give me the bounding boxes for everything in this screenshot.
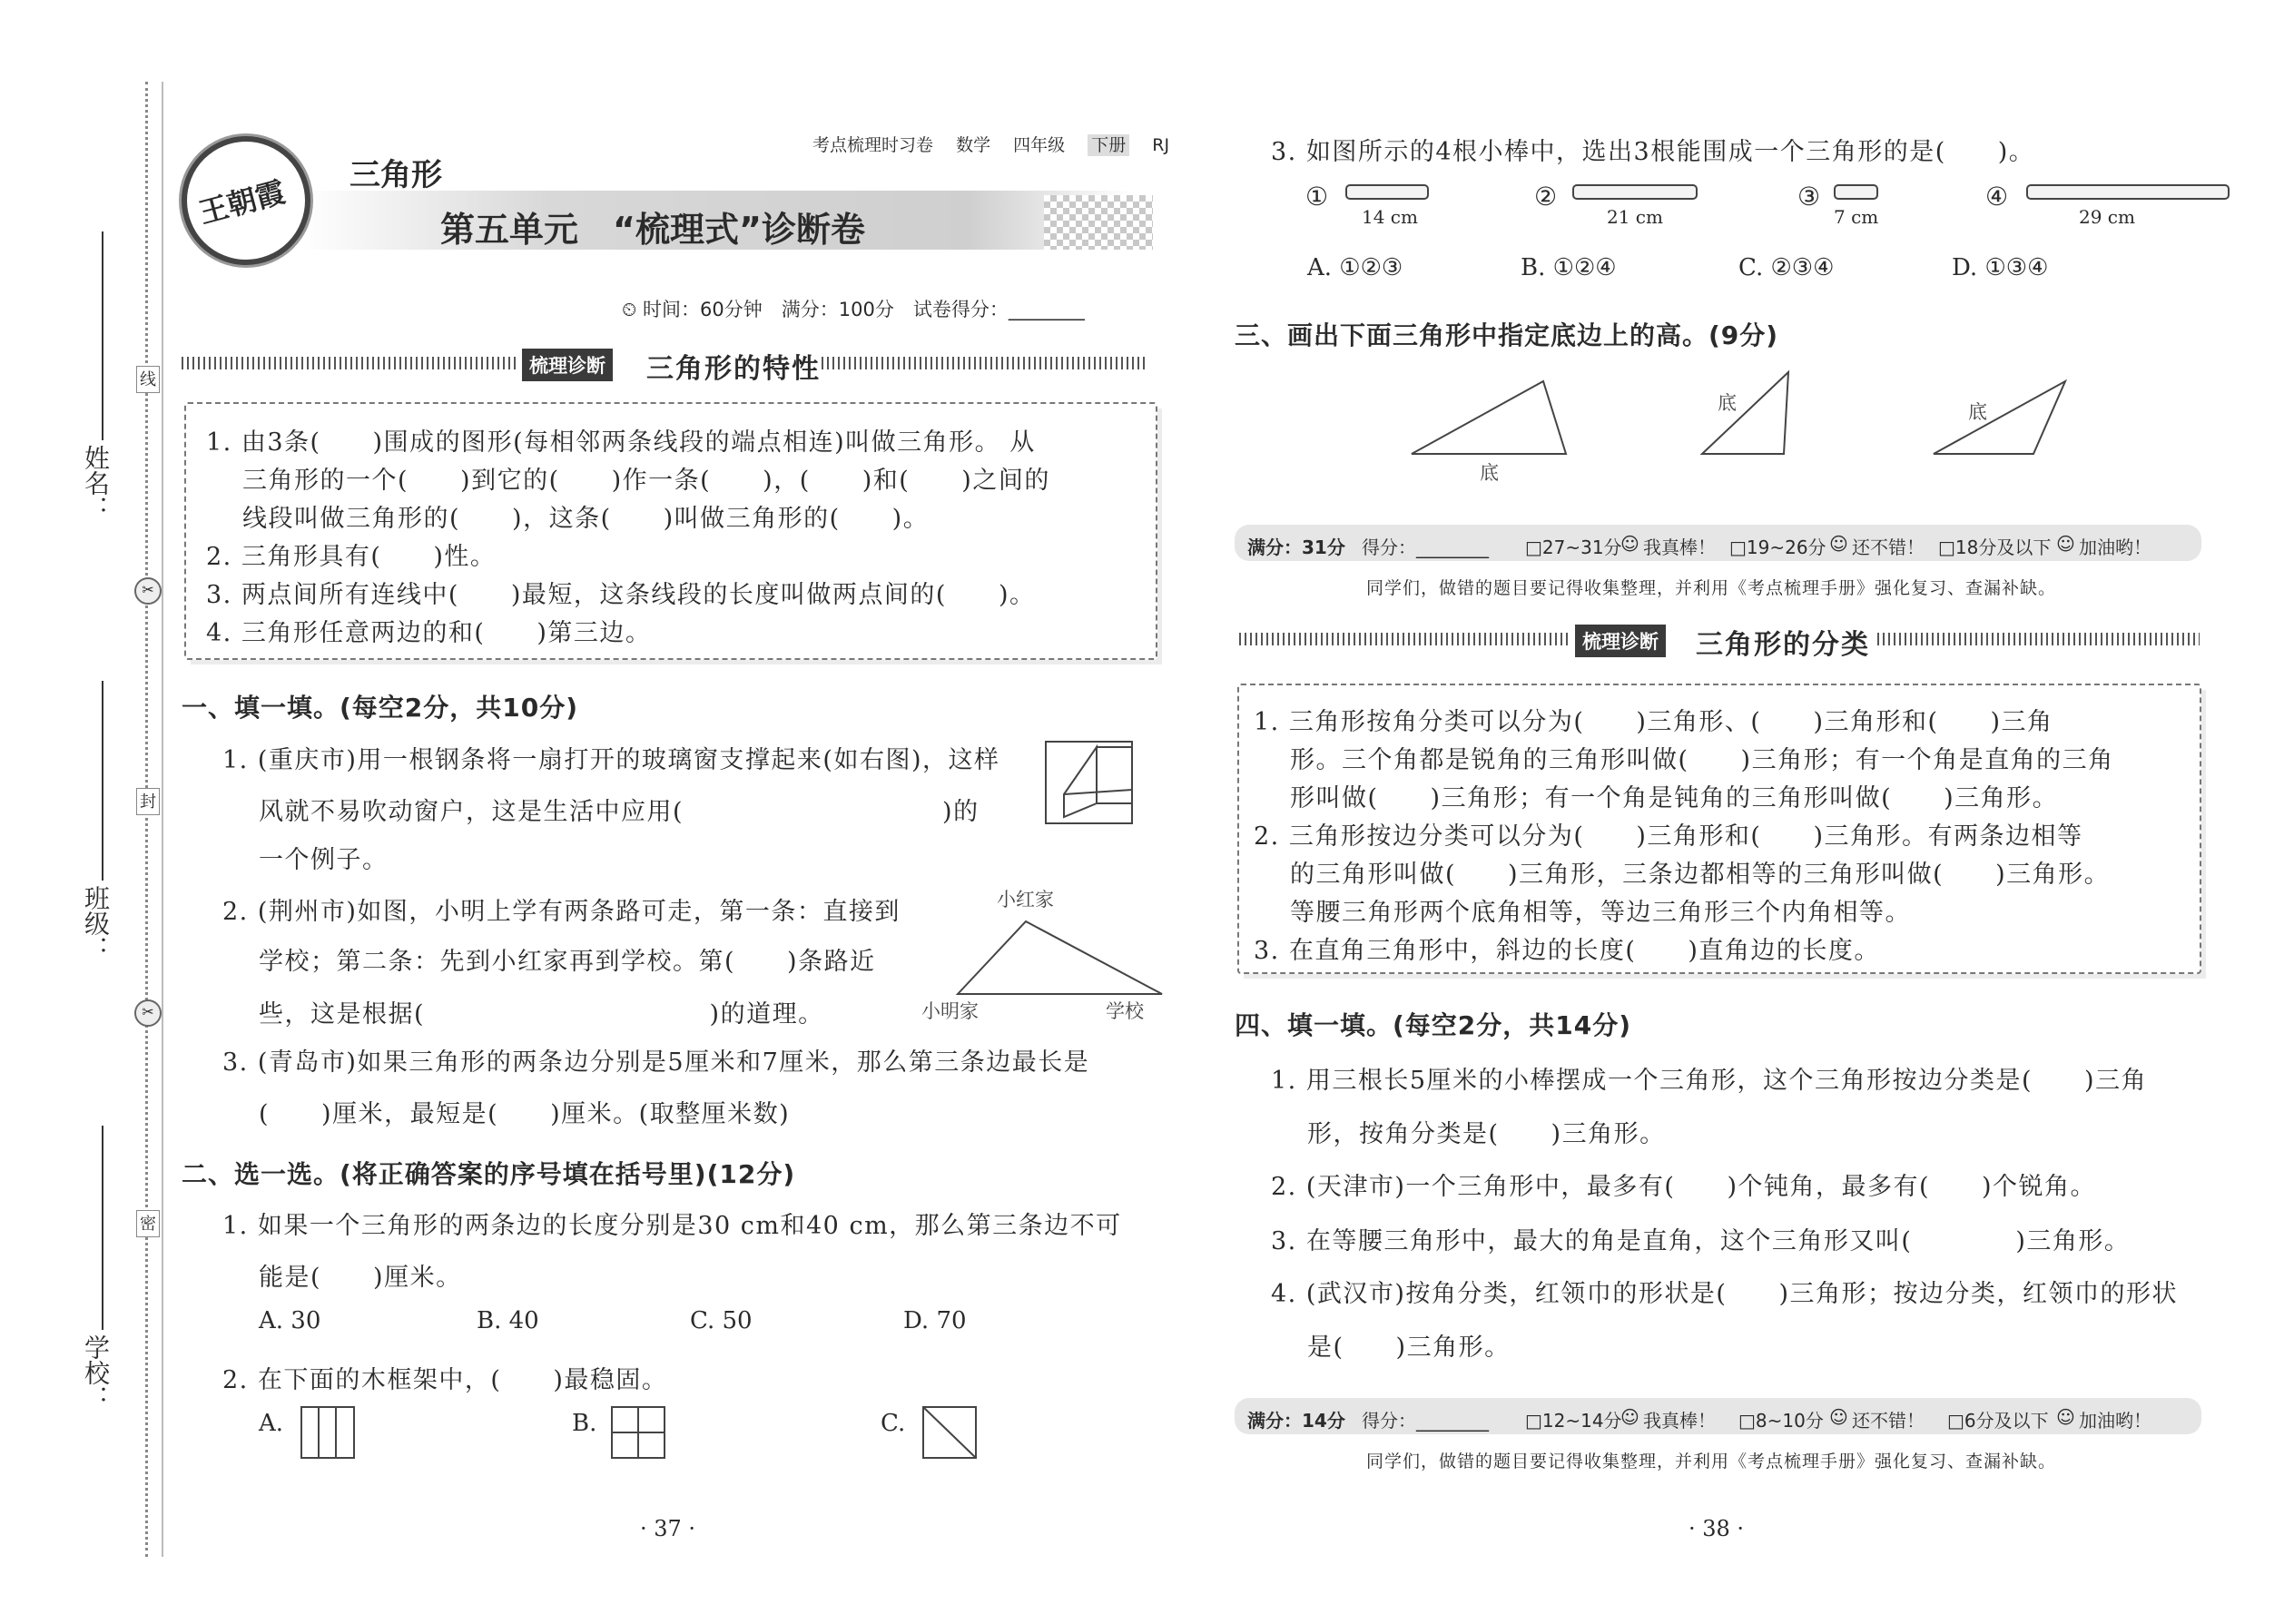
school-label: 学校： [81,1334,111,1411]
smiley-icon: ☺ [1620,533,1639,555]
route-triangle-figure [953,912,1171,1003]
score-range-b[interactable]: □19~26分 [1729,536,1826,558]
summary-line: 1. 三角形按角分类可以分为( )三角形、( )三角形和( )三角 [1254,708,2053,736]
exam-meta: ⏲ 时间：60分钟 满分：100分 试卷得分：________ [622,299,1085,320]
score-bar [1235,1398,2201,1434]
section-heading: 二、选一选。(将正确答案的序号填在括号里)(12分) [182,1159,796,1189]
question-line: 2. 在下面的木框架中，( )最稳固。 [222,1366,668,1394]
school-field[interactable] [102,1126,103,1330]
smiley-icon: ☺ [2056,1406,2075,1428]
stick-number: ② [1534,182,1558,212]
score-bar [1235,525,2201,561]
seal-mark: 封 [136,788,160,815]
summary-line: 3. 在直角三角形中，斜边的长度( )直角边的长度。 [1254,937,1880,965]
stick-bar [1834,184,1878,200]
stick-length: 29 cm [2079,206,2135,228]
stick-length: 21 cm [1607,206,1663,228]
stick-number: ① [1305,182,1329,212]
section-divider [1239,633,1570,645]
section-divider [182,357,517,369]
score-range-c[interactable]: □18分及以下 [1938,536,2052,558]
section-divider [1877,633,2200,645]
stick-bar [1345,184,1429,200]
triangle-3-figure [1929,377,2074,458]
option-a[interactable]: A. 30 [259,1307,321,1334]
class-field[interactable] [102,681,103,881]
name-field[interactable] [102,231,103,440]
topic-title: 三角形的特性 [646,353,821,385]
label-school: 学校 [1106,1000,1144,1022]
score-range-a[interactable]: □12~14分 [1525,1410,1622,1432]
summary-line: 三角形的一个( )到它的( )作一条( )，( )和( )之间的 [242,467,1050,495]
score-range-c[interactable]: □6分及以下 [1947,1410,2049,1432]
option-b[interactable]: B. [572,1410,597,1437]
triangle-2-figure [1698,368,1797,458]
scissors-icon: ✂ [134,577,162,605]
review-note: 同学们，做错的题目要记得收集整理，并利用《考点梳理手册》强化复习、查漏补缺。 [1366,578,2057,598]
full-score: 满分：31分 [1247,536,1345,558]
option-a[interactable]: A. ①②③ [1307,254,1403,281]
option-c[interactable]: C. ②③④ [1738,254,1835,281]
score-field[interactable]: 得分：________ [1362,536,1489,558]
base-label: 底 [1480,462,1499,484]
line-mark: 线 [136,366,160,393]
series-info [812,132,1169,156]
question-line: 风就不易吹动窗户，这是生活中应用( )的 [259,798,980,826]
option-b[interactable]: B. ①②④ [1521,254,1617,281]
subject: 数学 [956,135,991,155]
page-title: 第五单元 “梳理式”诊断卷 [440,210,865,250]
summary-line: 线段叫做三角形的( )，这条( )叫做三角形的( )。 [242,505,930,533]
summary-line: 4. 三角形任意两边的和( )第三边。 [206,619,652,647]
question-line: 能是( )厘米。 [259,1264,462,1292]
frame-b-figure [610,1405,668,1462]
score-field[interactable]: 得分：________ [1362,1410,1489,1432]
base-label: 底 [1968,401,1987,423]
score-comment-b: 还不错！ [1852,1410,1925,1432]
score-comment-a: 我真棒！ [1643,1410,1716,1432]
stick-number: ③ [1797,182,1821,212]
score-range-a[interactable]: □27~31分 [1525,536,1622,558]
question-line: 形，按角分类是( )三角形。 [1307,1120,1666,1148]
dense-mark: 密 [136,1210,160,1237]
question-line: 1. (重庆市)用一根钢条将一扇打开的玻璃窗支撑起来(如右图)，这样 [222,746,1000,774]
logo-text: 王朝霞 [195,174,289,231]
option-c[interactable]: C. [881,1410,906,1437]
question-line: 一个例子。 [259,846,389,874]
option-c[interactable]: C. 50 [690,1307,753,1334]
page-number: · 38 · [1689,1516,1745,1541]
full-score: 满分：14分 [1247,1410,1345,1432]
frame-c-figure [921,1405,980,1462]
binding-solid-line [162,82,163,1557]
score-range-b[interactable]: □8~10分 [1738,1410,1824,1432]
section-heading: 一、填一填。(每空2分，共10分) [182,693,579,723]
summary-box [1237,684,2201,974]
summary-line: 等腰三角形两个底角相等，等边三角形三个内角相等。 [1290,899,1911,927]
triangle-1-figure [1407,377,1570,458]
smiley-icon: ☺ [1829,1406,1848,1428]
grade: 四年级 [1013,135,1066,155]
score-comment-a: 我真棒！ [1643,536,1716,558]
scissors-icon: ✂ [134,999,162,1027]
summary-box [184,402,1157,660]
name-label: 姓名： [81,445,111,521]
chapter-title: 三角形 [350,157,442,193]
question-line: 4. (武汉市)按角分类，红领巾的形状是( )三角形；按边分类，红领巾的形状 [1271,1280,2178,1308]
volume: 下册 [1088,134,1129,156]
summary-line: 形。三个角都是锐角的三角形叫做( )三角形；有一个角是直角的三角 [1290,746,2114,774]
topic-title: 三角形的分类 [1696,629,1870,661]
label-xiaomingjia: 小明家 [921,1000,979,1022]
summary-line: 2. 三角形具有( )性。 [206,543,497,571]
summary-line: 的三角形叫做( )三角形，三条边都相等的三角形叫做( )三角形。 [1290,861,2111,889]
window-figure [1044,740,1135,826]
question-line: 1. 如果一个三角形的两条边的长度分别是30 cm和40 cm，那么第三条边不可 [222,1212,1122,1240]
summary-line: 形叫做( )三角形；有一个角是钝角的三角形叫做( )三角形。 [1290,784,2059,812]
option-b[interactable]: B. 40 [477,1307,539,1334]
edition: RJ [1152,135,1170,155]
option-a[interactable]: A. [259,1410,284,1437]
diagnosis-tag: 梳理诊断 [522,349,613,381]
question-line: 3. (青岛市)如果三角形的两条边分别是5厘米和7厘米，那么第三条边最长是 [222,1048,1090,1077]
base-label: 底 [1718,392,1737,414]
section-heading: 四、填一填。(每空2分，共14分) [1235,1010,1632,1040]
question-line: 3. 在等腰三角形中，最大的角是直角，这个三角形又叫( )三角形。 [1271,1227,2131,1255]
frame-a-figure [300,1405,358,1462]
stick-number: ④ [1985,182,2009,212]
option-d[interactable]: D. ①③④ [1952,254,2049,281]
score-comment-b: 还不错！ [1852,536,1925,558]
question-line: 是( )三角形。 [1307,1334,1511,1362]
score-comment-c: 加油哟！ [2079,1410,2151,1432]
question-line: 2. (天津市)一个三角形中，最多有( )个钝角，最多有( )个锐角。 [1271,1173,2097,1201]
smiley-icon: ☺ [1620,1406,1639,1428]
question-line: 2. (荆州市)如图，小明上学有两条路可走，第一条：直接到 [222,898,901,926]
question-line: 1. 用三根长5厘米的小棒摆成一个三角形，这个三角形按边分类是( )三角 [1271,1067,2148,1095]
question-line: 学校；第二条：先到小红家再到学校。第( )条路近 [259,948,876,976]
summary-line: 1. 由3条( )围成的图形(每相邻两条线段的端点相连)叫做三角形。 从 [206,428,1036,457]
stick-bar [1572,184,1698,200]
section-heading: 三、画出下面三角形中指定底边上的高。(9分) [1235,320,1779,350]
smiley-icon: ☺ [1829,533,1848,555]
question-line: 3. 如图所示的4根小棒中，选出3根能围成一个三角形的是( )。 [1271,138,2035,166]
logo-badge [182,136,310,265]
summary-line: 2. 三角形按边分类可以分为( )三角形和( )三角形。有两条边相等 [1254,822,2083,851]
section-divider [822,357,1148,369]
page-number: · 37 · [640,1516,696,1541]
question-line: 些，这是根据( )的道理。 [259,1000,824,1029]
question-line: ( )厘米，最短是( )厘米。(取整厘米数) [259,1100,791,1128]
summary-line: 3. 两点间所有连线中( )最短，这条线段的长度叫做两点间的( )。 [206,581,1036,609]
stick-length: 7 cm [1834,206,1879,228]
checker-pattern [1044,195,1153,250]
diagnosis-tag: 梳理诊断 [1575,625,1666,657]
stick-bar [2026,184,2230,200]
label-xiaohongjia: 小红家 [997,889,1054,910]
review-note: 同学们，做错的题目要记得收集整理，并利用《考点梳理手册》强化复习、查漏补缺。 [1366,1452,2057,1471]
class-label: 班级： [81,885,111,961]
smiley-icon: ☺ [2056,533,2075,555]
binding-dotted-line [145,82,148,1557]
score-comment-c: 加油哟！ [2079,536,2151,558]
option-d[interactable]: D. 70 [903,1307,967,1334]
series-name: 考点梳理时习卷 [812,135,934,155]
stick-length: 14 cm [1362,206,1418,228]
